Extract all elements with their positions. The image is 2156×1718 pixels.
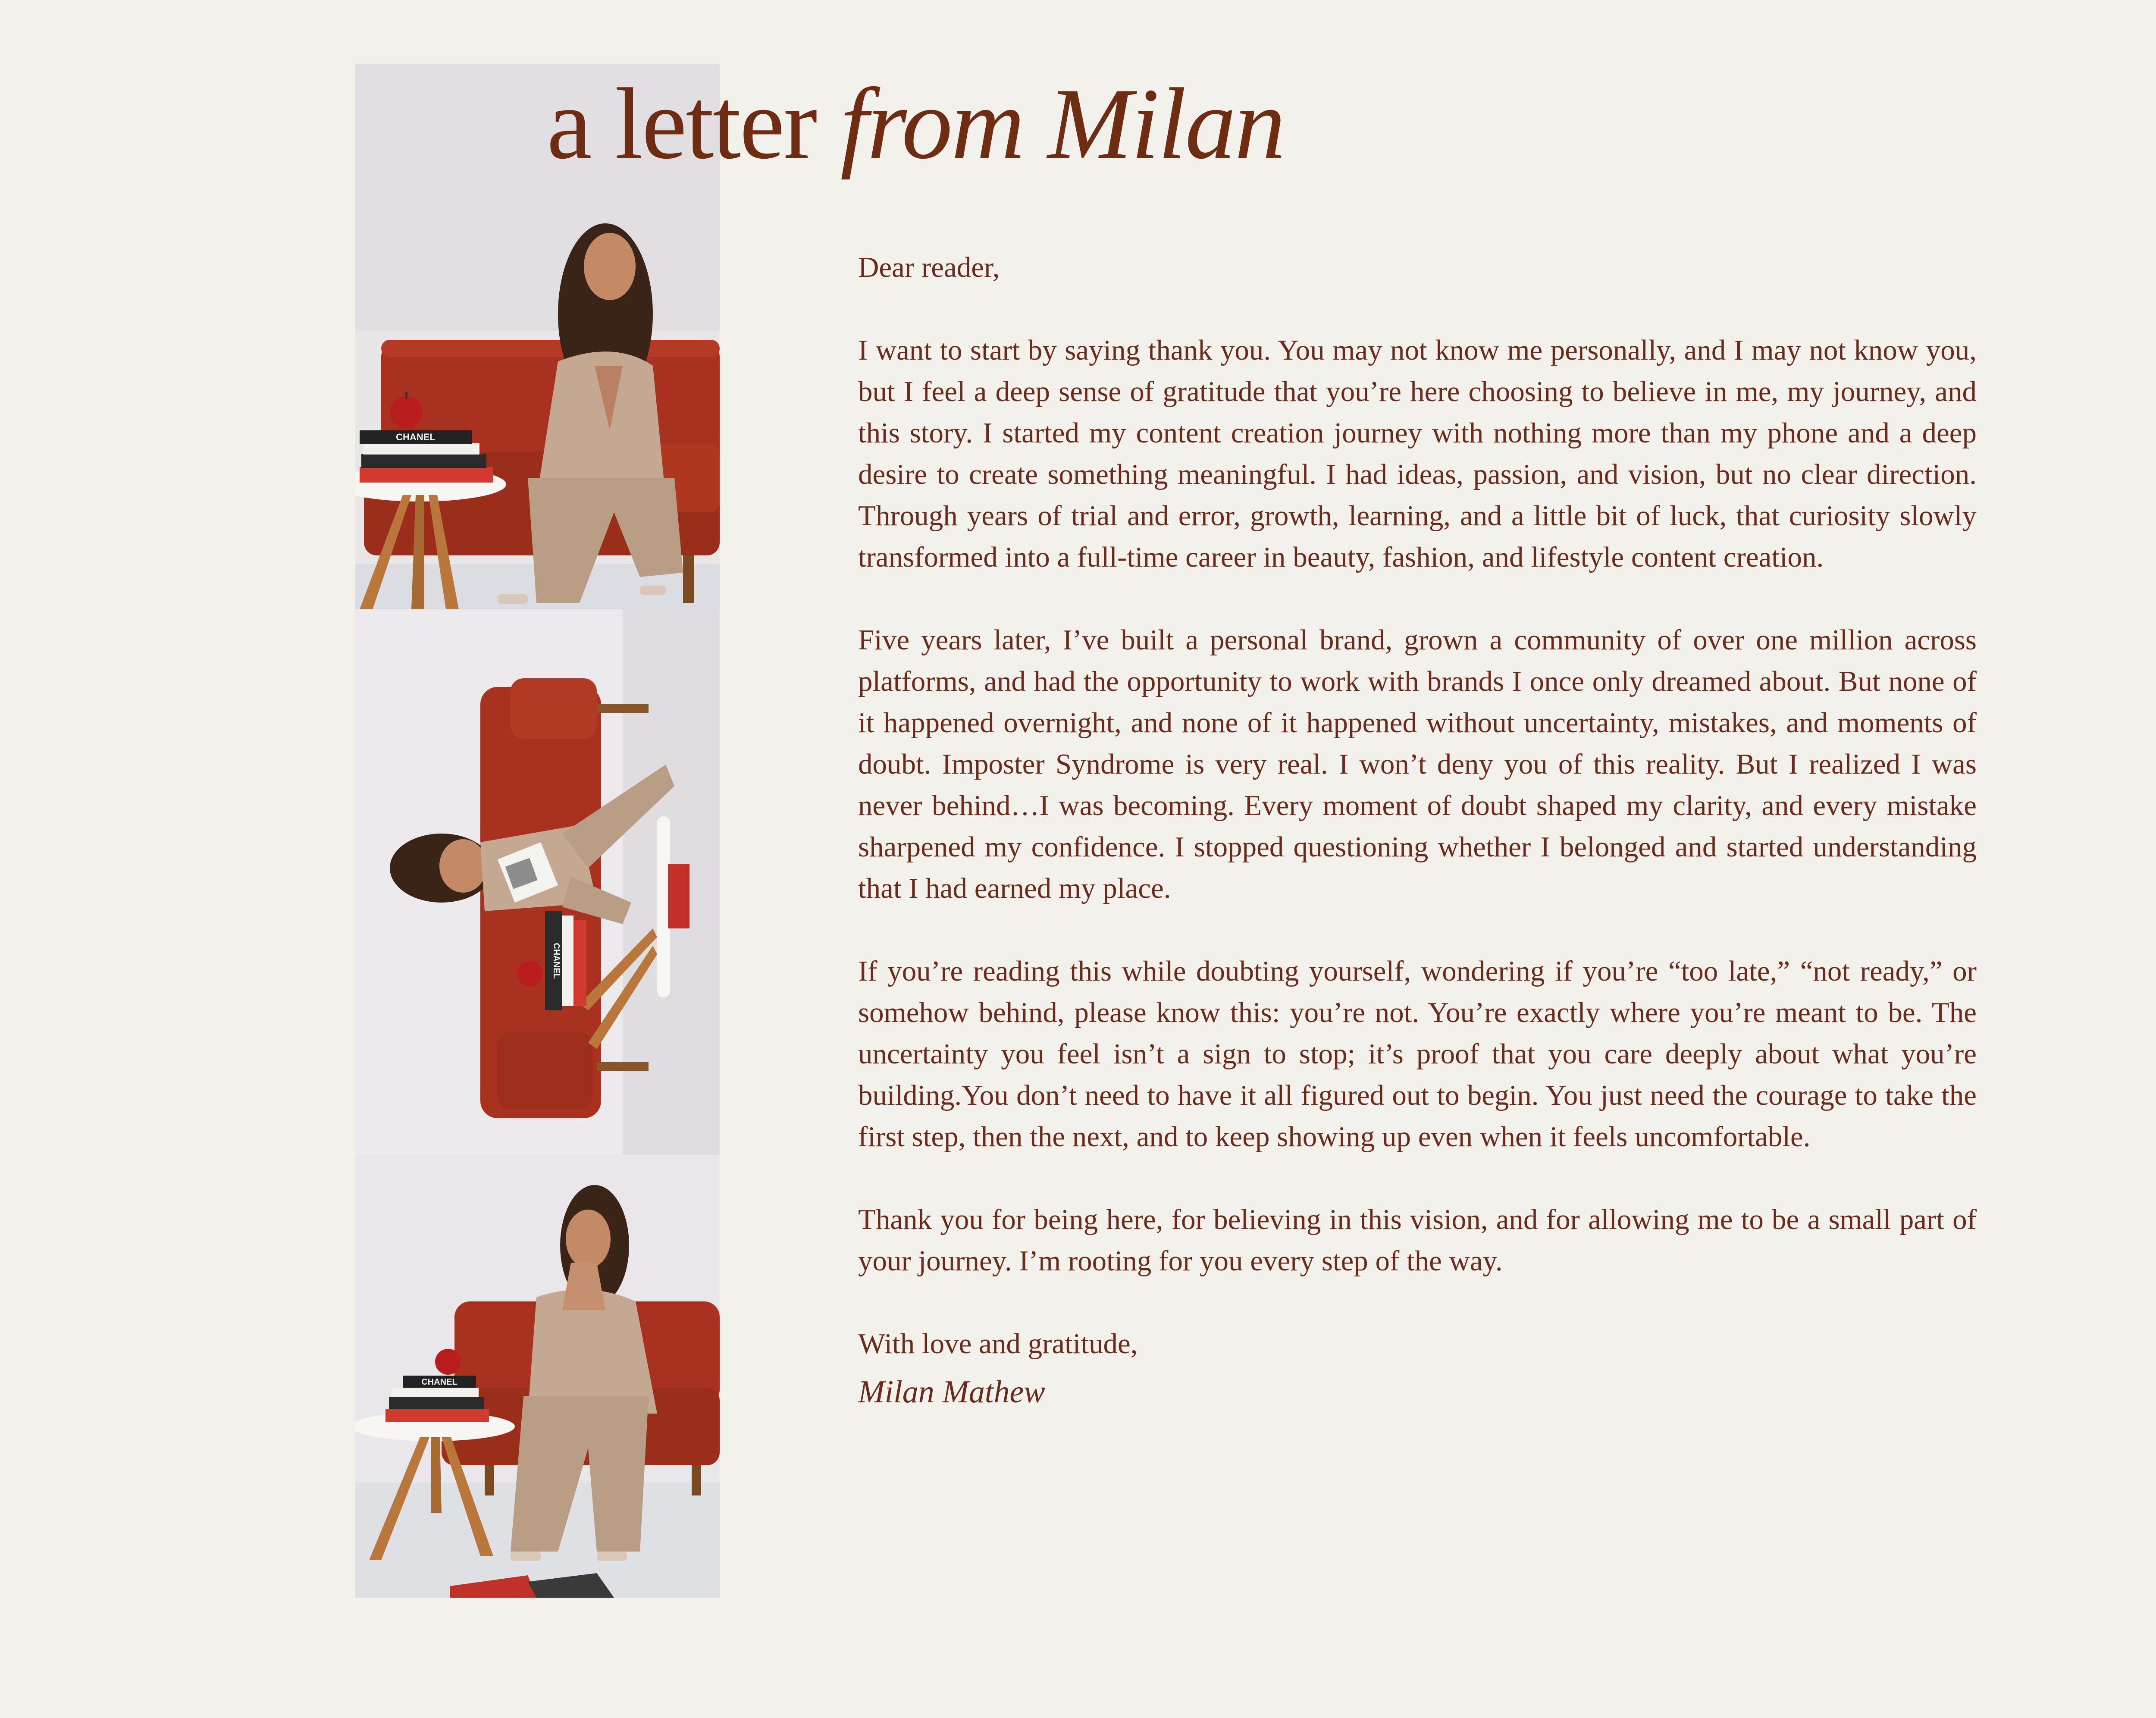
photo-2-image (355, 609, 720, 1155)
letter-body (858, 247, 1977, 1413)
letter-closing: With love and gratitude, (858, 1328, 1138, 1360)
book-label: CHANEL (396, 432, 436, 442)
book-label-3: CHANEL (421, 1377, 458, 1387)
title-italic: from Milan (840, 68, 1285, 180)
letter-salutation: Dear reader, (858, 251, 1000, 283)
photo-3-image (355, 1155, 720, 1598)
photo-strip (355, 64, 720, 1598)
photo-seated-sofa-hand-to-face (355, 1155, 720, 1598)
letter-paragraph-4: Thank you for being here, for believing in this vision, and for allowing me to be a small part of your journey. I’m rooting for you every step of the way. (858, 1204, 1977, 1277)
letter-paragraph-3: If you’re reading this while doubting yourself, wondering if you’re “too late,” “not ready,” or somehow behind, please know this: you’re not. You’re exactly where you’re meant to be. The uncertainty you feel isn’t a sign to stop; it’s proof that you care deeply about what you’re building.You don’t need to have it all figured out to begin. You just need the courage to take the first step, then the next, and to keep showing up even when it feels uncomfortable. (858, 955, 1977, 1153)
letter-paragraph-1: I want to start by saying thank you. You may not know me personally, and I may not know you, but I feel a deep sense of gratitude that you’re here choosing to believe in me, my journey, and this story. I started my content creation journey with nothing more than my phone and a deep desire to create something meaningful. I had ideas, passion, and vision, but no clear direction. Through years of trial and error, growth, learning, and a little bit of luck, that curiosity slowly transformed into a full-time career in beauty, fashion, and lifestyle content creation. (858, 334, 1977, 573)
page-title (547, 68, 1285, 180)
letter-signature: Milan Mathew (858, 1374, 1045, 1410)
book-label-rotated: CHANEL (552, 943, 561, 979)
photo-seated-sofa-rotated (355, 609, 720, 1155)
title-regular: a letter (547, 68, 816, 180)
letter-paragraph-2: Five years later, I’ve built a personal brand, grown a community of over one million across platforms, and had the opportunity to work with brands I once only dreamed about. But none of it happened overnight, and none of it happened without uncertainty, mistakes, and moments of doubt. Imposter Syndrome is very real. I won’t deny you of this reality. But I realized I was never behind…I was becoming. Every moment of doubt shaped my clarity, and every mistake sharpened my confidence. I stopped questioning whether I belonged and started understanding that I had earned my place. (858, 624, 1977, 904)
